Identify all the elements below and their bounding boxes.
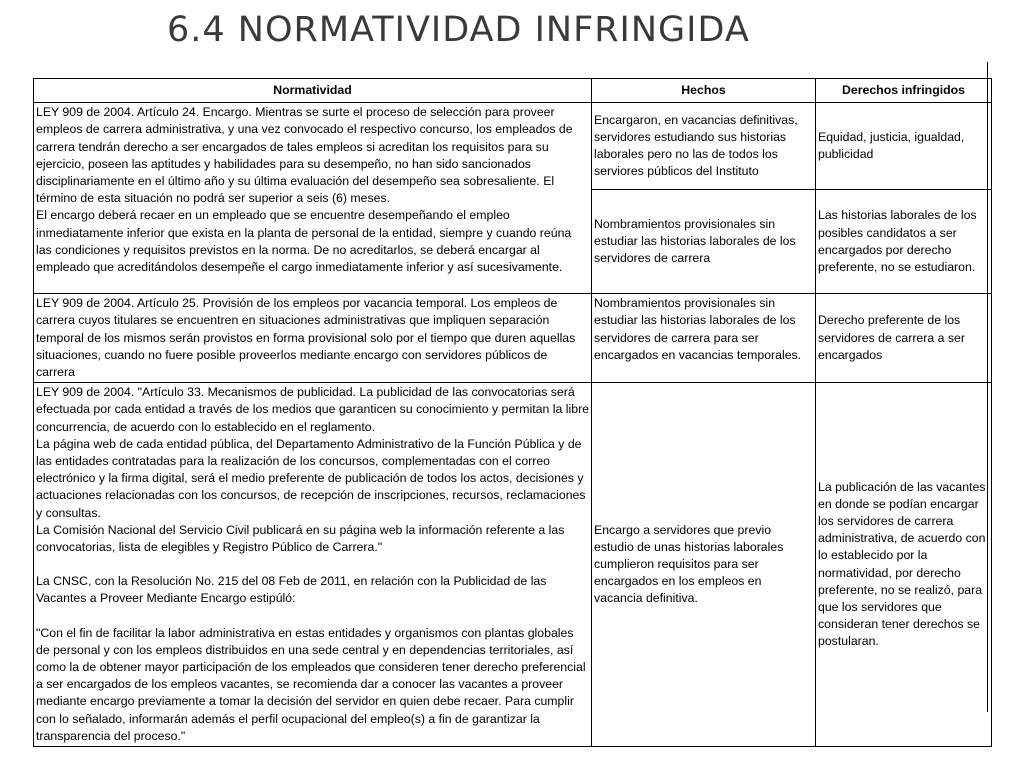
table-row [34,103,992,190]
page-title: 6.4 NORMATIVIDAD INFRINGIDA [167,10,750,50]
normatividad-text: La CNSC, con la Resolución No. 215 del 08 Feb de 2011, en relación con la Publicidad de las Vacantes a Proveer Mediante Encargo estipúló: [36,574,547,606]
derechos-cell: Las historias laborales de los posibles candidatos a ser encargados por derecho preferente, no se estudiaron. [816,190,992,294]
header-normatividad: Normatividad [34,79,592,103]
normatividad-cell: LEY 909 de 2004. Artículo 25. Provisión de los empleos por vacancia temporal. Los empleos de carrera cuyos titulares se encuentren en situaciones administrativas que impliquen separación temporal de los mismos serán provistos en forma provisional solo por el tiempo que duren aquellas situaciones, cuando no fuere posible proveerlos mediante encargo con servidores públicos de carrera [34,294,592,383]
hechos-cell: Encargaron, en vacancias definitivas, servidores estudiando sus historias laborales pero no las de todos los serviores públicos del Instituto [592,103,816,190]
hechos-cell: Nombramientos provisionales sin estudiar las historias laborales de los servidores de carrera para ser encargados en vacancias temporales. [592,294,816,383]
table-row [34,383,992,747]
paragraph-gap [36,556,589,573]
header-hechos: Hechos [592,79,816,103]
normatividad-cell [34,103,592,294]
paragraph-gap [36,608,589,625]
table-row [34,294,992,383]
normatividad-text: LEY 909 de 2004. Artículo 24. Encargo. Mientras se surte el proceso de selección para proveer empleos de carrera administrativa, y una vez convocado el respectivo concurso, los empleados de carrera tendrán derecho a ser encargados de tales empleos si acreditan los requisitos para su ejercicio, poseen las aptitudes y habilidades para su desempeño, no han sido sancionados disciplinariamente en el último año y su última evaluación del desempeño sea sobresaliente. El término de esta situación no podrá ser superior a seis (6) meses. [36,105,573,206]
hechos-cell: Encargo a servidores que previo estudio de unas historias laborales cumplieron requisitos para ser encargados en los empleos en vacancia definitiva. [592,383,816,747]
derechos-cell: Equidad, justicia, igualdad, publicidad [816,103,992,190]
normatividad-text: El encargo deberá recaer en un empleado que se encuentre desempeñando el empleo inmediatamente inferior que exista en la planta de personal de la entidad, siempre y cuando reúna las condiciones y requisitos previstos en la norma. De no acreditarlos, se deberá encargar al empleado que acreditándolos desempeñe el cargo inmediatamente inferior y así sucesivamente. [36,208,572,275]
table-header-row [34,79,992,103]
normatividad-text: La página web de cada entidad pública, del Departamento Administrativo de la Función Pública y de las entidades contratadas para la realización de los concursos, complementadas con el correo electrónico y la firma digital, será el medio preferente de publicación de todos los actos, decisiones y actuaciones relacionadas con los concursos, de recepción de inscripciones, recursos, reclamaciones y consultas. [36,436,586,520]
hechos-cell: Nombramientos provisionales sin estudiar las historias laborales de los servidores de carrera [592,190,816,294]
normatividad-text: La Comisión Nacional del Servicio Civil publicará en su página web la información referente a las convocatorias, lista de elegibles y Registro Público de Carrera." [36,522,565,555]
normatividad-text: "Con el fin de facilitar la labor administrativa en estas entidades y organismos con plantas globales de personal y con los empleos distribuidos en una sede central y en dependencias territoriales, así como la de obtener mayor participación de los empleados que consideren tener derecho preferencial a ser encargados de los empleos vacantes, se recomienda dar a conocer las vacantes a proveer mediante encargo previamente a tomar la decisión del servidor en quien debe recaer. Para cumplir con lo señalado, informarán además el perfil ocupacional del empleo(s) a fin de garantizar la transparencia del proceso." [36,625,586,743]
normatividad-table [33,78,992,747]
normatividad-cell [34,383,592,747]
derechos-cell: La publicación de las vacantes en donde se podían encargar los servidores de carrera administrativa, de acuerdo con lo establecido por la normatividad, por derecho preferente, no se realizó, para que los servidores que consideran tener derechos se postularan. [816,383,992,747]
normatividad-text: LEY 909 de 2004. "Artículo 33. Mecanismos de publicidad. La publicidad de las convocatorias será efectuada por cada entidad a través de los medios que garanticen su conocimiento y permitan la libre concurrencia, de acuerdo con lo establecido en el reglamento. [36,385,590,434]
header-derechos: Derechos infringidos [816,79,992,103]
derechos-cell: Derecho preferente de los servidores de carrera a ser encargados [816,294,992,383]
